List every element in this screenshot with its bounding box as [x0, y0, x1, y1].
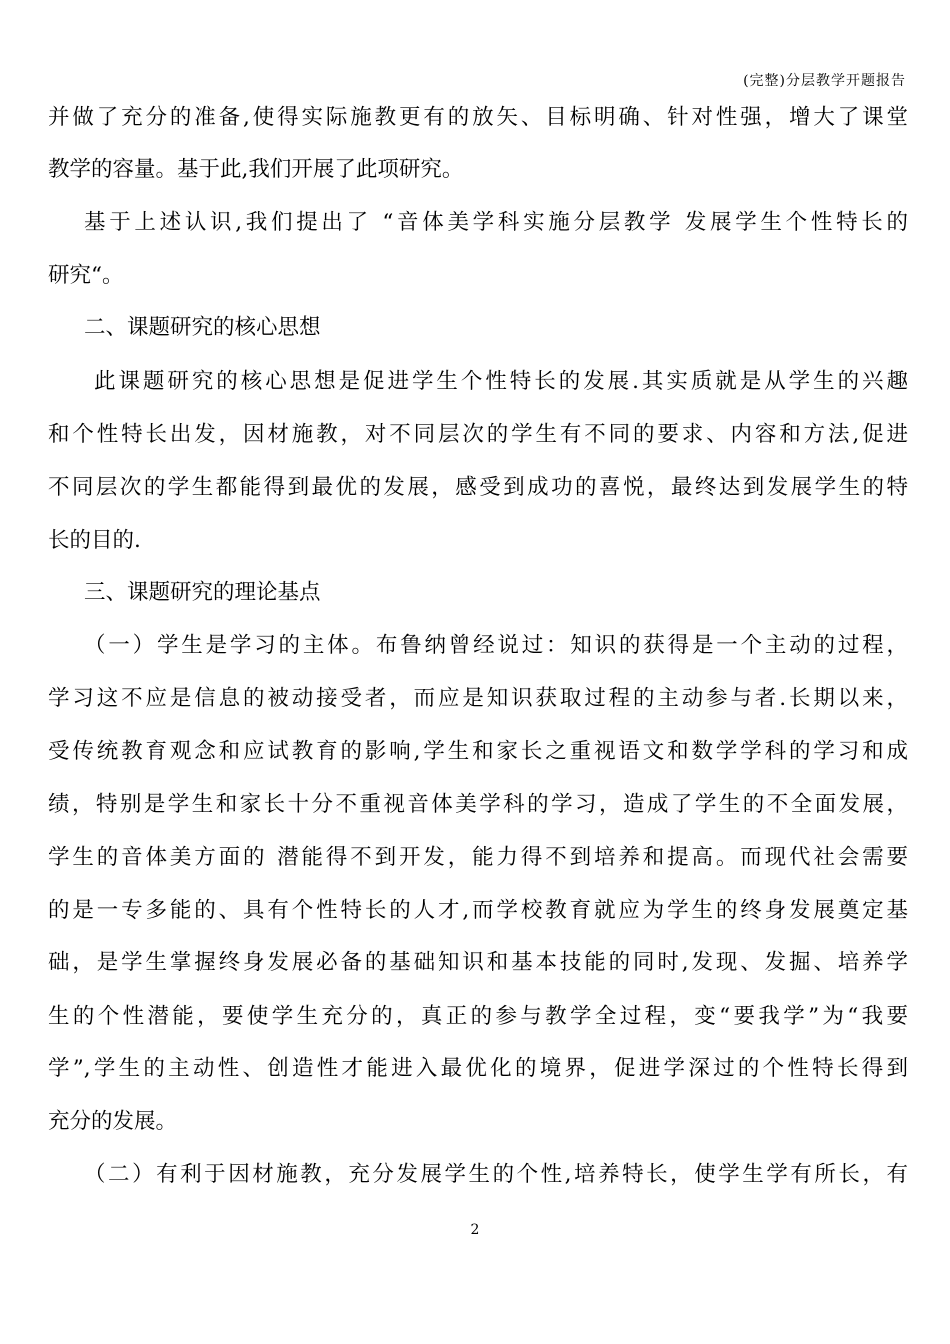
paragraph-line: （二）有利于因材施教，充分发展学生的个性,培养特长，使学生学有所长，有	[84, 1162, 908, 1187]
body-line: 教学的容量。基于此,我们开展了此项研究。	[48, 157, 464, 182]
body-line: 和个性特长出发，因材施教，对不同层次的学生有不同的要求、内容和方法,促进	[48, 422, 908, 447]
body-line: 学习这不应是信息的被动接受者，而应是知识获取过程的主动参与者.长期以来，	[48, 686, 908, 711]
body-line: 础，是学生掌握终身发展必备的基础知识和基本技能的同时,发现、发掘、培养学	[48, 950, 908, 975]
body-line: 不同层次的学生都能得到最优的发展，感受到成功的喜悦，最终达到发展学生的特	[48, 475, 908, 500]
body-line: 并做了充分的准备,使得实际施教更有的放矢、目标明确、针对性强，增大了课堂	[48, 105, 908, 130]
body-line: 绩，特别是学生和家长十分不重视音体美学科的学习，造成了学生的不全面发展，	[48, 792, 908, 817]
page-number: 2	[470, 1222, 480, 1238]
running-header: (完整)分层教学开题报告	[743, 73, 906, 89]
paragraph-line: （一）学生是学习的主体。布鲁纳曾经说过：知识的获得是一个主动的过程，	[84, 633, 908, 658]
body-line: 学”,学生的主动性、创造性才能进入最优化的境界，促进学深过的个性特长得到	[48, 1056, 908, 1081]
body-line: 研究“。	[48, 263, 124, 288]
body-line: 的是一专多能的、具有个性特长的人才,而学校教育就应为学生的终身发展奠定基	[48, 898, 908, 923]
body-line: 学生的音体美方面的 潜能得不到开发，能力得不到培养和提高。而现代社会需要	[48, 845, 908, 870]
section-heading: 三、课题研究的理论基点	[84, 580, 321, 605]
section-heading: 二、课题研究的核心思想	[84, 315, 321, 340]
paragraph-line: 此课题研究的核心思想是促进学生个性特长的发展.其实质就是从学生的兴趣	[94, 369, 908, 394]
paragraph-line: 基于上述认识,我们提出了 “音体美学科实施分层教学 发展学生个性特长的	[84, 210, 908, 235]
body-line: 生的个性潜能，要使学生充分的，真正的参与教学全过程，变“要我学”为“我要	[48, 1004, 908, 1029]
body-line: 长的目的.	[48, 528, 141, 553]
body-line: 受传统教育观念和应试教育的影响,学生和家长之重视语文和数学学科的学习和成	[48, 739, 908, 764]
body-line: 充分的发展。	[48, 1109, 178, 1134]
